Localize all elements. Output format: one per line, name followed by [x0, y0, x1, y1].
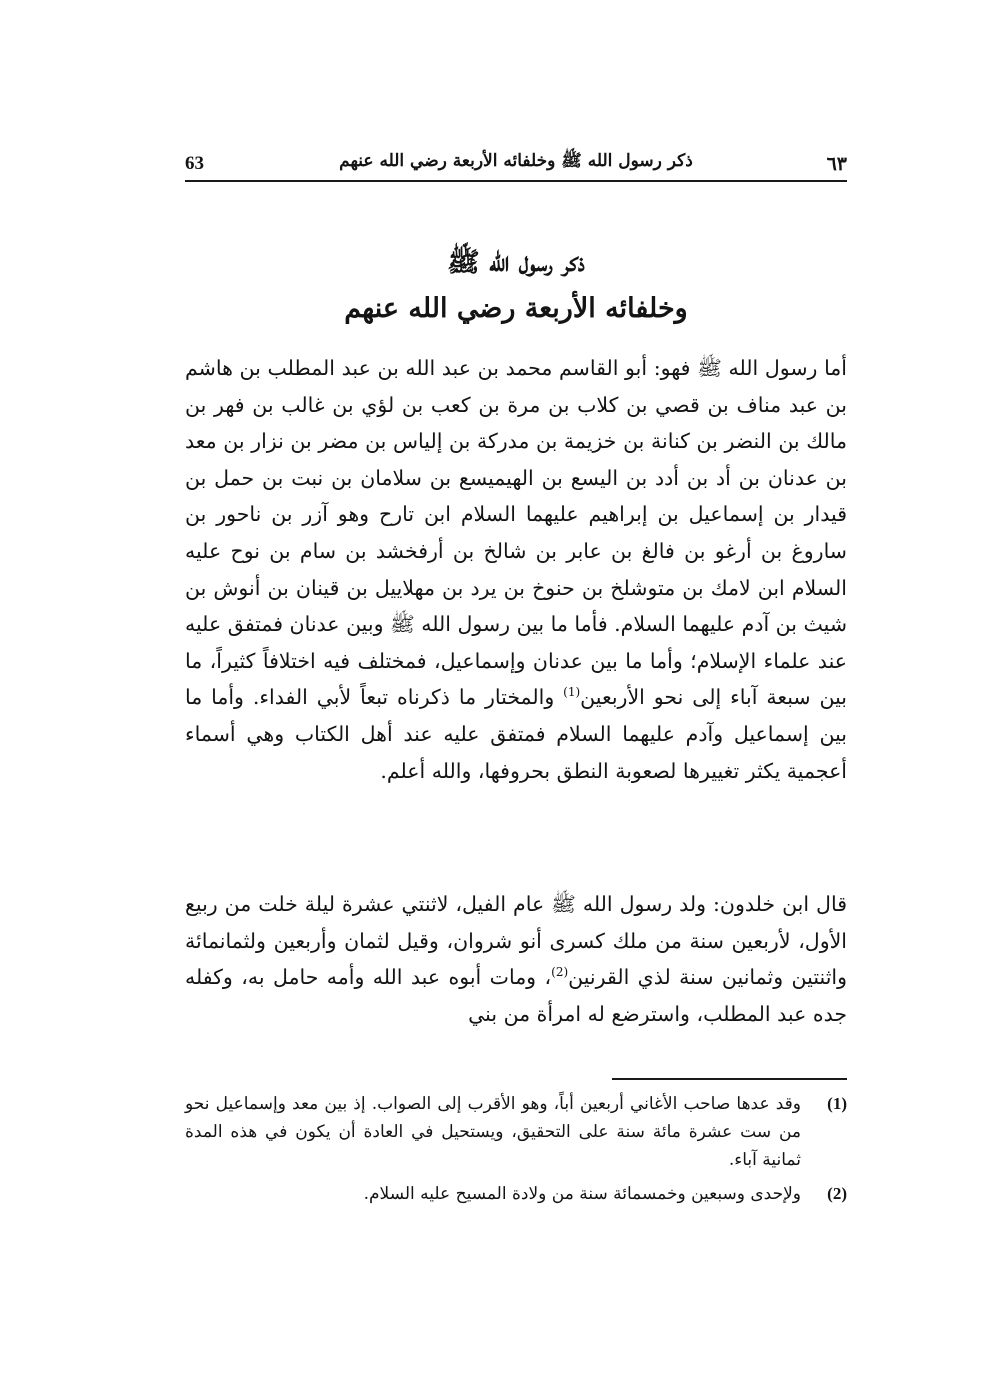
paragraph-2-part-2: ، ومات أبوه عبد الله وأمه حامل به، وكفله جده عبد المطلب، واسترضع له امرأة من بني [185, 965, 847, 1026]
footnote-ref-2: (2) [551, 965, 569, 980]
footnote-2-number: (2) [827, 1184, 847, 1203]
paragraph-2-part-1: قال ابن خلدون: ولد رسول الله ﷺ عام الفيل، لاثنتي عشرة ليلة خلت من ربيع الأول، لأربعين سنة من ملك كسرى أنو شروان، وقيل لثمان وأربعين ولثمانمائة واثنتين وثمانين سنة لذي القرنين [185, 892, 847, 990]
page-number-arabic: ٦٣ [826, 153, 847, 175]
footnotes [185, 1090, 847, 1214]
footnote-1 [185, 1090, 847, 1174]
paragraph-2-text [185, 886, 847, 1032]
footnote-separator [612, 1078, 847, 1080]
footnote-2-text: ولإحدى وسبعين وخمسمائة سنة من ولادة المسيح عليه السلام. [363, 1184, 801, 1204]
chapter-title [185, 240, 847, 332]
footnote-ref-1: (1) [563, 685, 581, 700]
body-paragraph-1 [185, 350, 847, 789]
body-paragraph-2 [185, 886, 847, 1032]
running-title: ذكر رسول الله ﷺ وخلفائه الأربعة رضي الله عنهم [339, 151, 693, 171]
footnote-2 [185, 1180, 847, 1208]
page-header [185, 148, 847, 182]
page-number-latin: 63 [185, 153, 204, 174]
chapter-title-line-1: ذكر رسول الله ﷺ [447, 247, 585, 278]
chapter-title-line-2: وخلفائه الأربعة رضي الله عنهم [344, 293, 688, 324]
paragraph-1-part-2: والمختار ما ذكرناه تبعاً لأبي الفداء. وأما ما بين إسماعيل وآدم عليهما السلام فمتفق عليه عند أهل الكتاب وهي أسماء أعجمية يكثر تغييرها لصعوبة النطق بحروفها، والله أعلم. [185, 685, 847, 783]
footnote-1-number: (1) [827, 1094, 847, 1113]
paragraph-1-text [185, 350, 847, 789]
paragraph-1-part-1: أما رسول الله ﷺ فهو: أبو القاسم محمد بن عبد الله بن عبد المطلب بن هاشم بن عبد مناف بن قصي بن كلاب بن مرة بن كعب بن لؤي بن غالب بن فهر بن مالك بن النضر بن كنانة بن خزيمة بن مدركة بن إلياس بن مضر بن نزار بن معد بن عدنان بن أد بن أدد بن اليسع بن الهيميسع بن سلامان بن نبت بن حمل بن قيدار بن إسماعيل بن إبراهيم عليهما السلام ابن تارح وهو آزر بن ناحور بن ساروغ بن أرغو بن فالغ بن عابر بن شالخ بن أرفخشد بن سام بن نوح عليه السلام ابن لامك بن متوشلخ بن حنوخ بن يرد بن مهلاييل بن قينان بن أنوش بن شيث بن آدم عليهما السلام. فأما ما بين رسول الله ﷺ وبين عدنان فمتفق عليه عند علماء الإسلام؛ وأما ما بين عدنان وإسماعيل، فمختلف فيه اختلافاً كثيراً، ما بين سبعة آباء إلى نحو الأربعين [185, 356, 847, 710]
footnote-1-text: وقد عدها صاحب الأغاني أربعين أباً، وهو الأقرب إلى الصواب. إذ بين معد وإسماعيل نحو من ست عشرة مائة سنة على التحقيق، ويستحيل في العادة أن يكون في هذه المدة ثمانية آباء. [185, 1094, 801, 1170]
